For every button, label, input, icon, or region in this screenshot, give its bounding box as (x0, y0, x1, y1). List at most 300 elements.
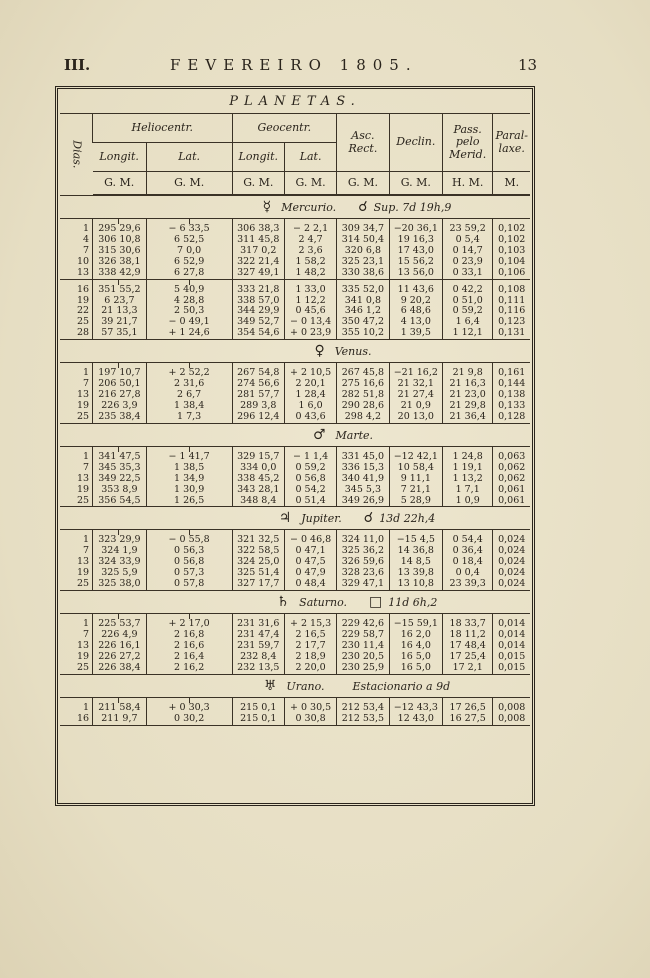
planet-heading (60, 591, 530, 614)
declin-cell: 14 36,8 (389, 546, 442, 557)
pass-merid-cell: 0 0,4 (442, 568, 492, 579)
paralaxe-cell: 0,008 (493, 714, 530, 725)
declin-cell: 9 20,2 (389, 296, 442, 307)
geo-lat-cell: − 2 2,1 (285, 224, 337, 235)
paralaxe-cell: 0,104 (493, 257, 530, 268)
helio-longit-cell: 197 10,7 (93, 368, 147, 379)
planet-symbol-icon: ☿ (262, 198, 272, 215)
pass-merid-cell: 0 33,1 (442, 268, 492, 279)
table-title: PLANETAS. (60, 91, 530, 114)
table-row (60, 474, 530, 485)
asc-rect-cell: 290 28,6 (337, 401, 390, 412)
day-cell: 25 (60, 496, 93, 507)
declin-cell: 11 43,6 (389, 285, 442, 296)
pass-merid-cell: 0 59,2 (442, 306, 492, 317)
pass-merid-cell: 18 11,2 (442, 630, 492, 641)
geo-lat-cell: 0 47,9 (285, 568, 337, 579)
pass-merid-cell: 1 6,4 (442, 317, 492, 328)
paralaxe-cell: 0,061 (493, 485, 530, 496)
planet-aspect (364, 510, 436, 526)
volume-number: III. (64, 56, 91, 74)
aspect-text: 11d 6h,2 (388, 596, 438, 609)
geo-lat-cell: 0 48,4 (285, 579, 337, 590)
helio-lat-cell: 0 30,2 (146, 714, 232, 725)
unit-header: G. M. (389, 172, 442, 196)
paralaxe-cell: 0,015 (493, 663, 530, 674)
geo-lat-cell: 0 51,4 (285, 496, 337, 507)
pass-merid-cell: 17 26,5 (442, 703, 492, 714)
helio-longit-cell: 226 38,4 (93, 663, 147, 674)
pass-merid-header: Pass. pelo Merid. (442, 114, 492, 172)
declin-cell: 21 32,1 (389, 379, 442, 390)
helio-lat-cell: 0 57,8 (146, 579, 232, 590)
pass-merid-cell: 1 19,1 (442, 463, 492, 474)
paralaxe-header: Paral- laxe. (493, 114, 530, 172)
helio-longit-cell: 6 23,7 (93, 296, 147, 307)
declin-cell: 21 0,9 (389, 401, 442, 412)
geo-longit-cell: 321 32,5 (232, 535, 285, 546)
geo-longit-cell: 354 54,6 (232, 328, 285, 339)
pass-merid-cell: 21 16,3 (442, 379, 492, 390)
helio-lat-header: Lat. (146, 143, 232, 172)
helio-lat-cell: 1 38,5 (146, 463, 232, 474)
helio-lat-cell: 0 56,3 (146, 546, 232, 557)
paralaxe-cell: 0,103 (493, 246, 530, 257)
helio-longit-cell: 226 16,1 (93, 641, 147, 652)
geo-longit-cell: 329 15,7 (232, 452, 285, 463)
pass-merid-cell: 1 7,1 (442, 485, 492, 496)
geo-lat-cell: − 1 1,4 (285, 452, 337, 463)
aspect-symbol-icon: ☌ (363, 510, 374, 527)
unit-header: M. (493, 172, 530, 196)
declin-cell: 13 56,0 (389, 268, 442, 279)
asc-rect-cell: 229 42,6 (337, 619, 390, 630)
geo-lat-cell: + 2 15,3 (285, 619, 337, 630)
geo-lat-cell: 1 58,2 (285, 257, 337, 268)
paralaxe-cell: 0,144 (493, 379, 530, 390)
table-row (60, 485, 530, 496)
declin-cell: 21 27,4 (389, 390, 442, 401)
geo-lat-cell: 2 16,5 (285, 630, 337, 641)
asc-rect-cell: 314 50,4 (337, 235, 390, 246)
geo-longit-cell: 343 28,1 (232, 485, 285, 496)
geo-lat-cell: 1 48,2 (285, 268, 337, 279)
declin-cell: −20 36,1 (389, 224, 442, 235)
helio-longit-cell: 324 1,9 (93, 546, 147, 557)
pass-merid-cell: 23 59,2 (442, 224, 492, 235)
helio-lat-cell: 2 31,6 (146, 379, 232, 390)
pass-merid-cell: 21 9,8 (442, 368, 492, 379)
day-cell: 25 (60, 663, 93, 674)
geo-longit-cell: 324 25,0 (232, 557, 285, 568)
table-row (60, 268, 530, 279)
geo-lat-cell: 2 17,7 (285, 641, 337, 652)
asc-rect-cell: 230 25,9 (337, 663, 390, 674)
aspect-text: Sup. 7d 19h,9 (373, 200, 452, 214)
declin-cell: 6 48,6 (389, 306, 442, 317)
table-row (60, 579, 530, 590)
declin-cell: 13 10,8 (389, 579, 442, 590)
paralaxe-cell: 0,008 (493, 703, 530, 714)
day-cell: 25 (76, 316, 90, 328)
asc-rect-cell: 336 15,3 (337, 463, 390, 474)
declin-cell: 17 43,0 (389, 246, 442, 257)
paralaxe-cell: 0,102 (493, 224, 530, 235)
day-cell: 1 (83, 450, 90, 462)
paralaxe-cell: 0,024 (493, 557, 530, 568)
helio-longit-cell: 211 58,4 (93, 703, 147, 714)
page-number: 13 (518, 56, 538, 74)
day-cell: 19 (76, 650, 90, 662)
planet-name: Jupiter. (301, 512, 342, 526)
asc-rect-cell: 326 59,6 (337, 557, 390, 568)
table-row (60, 328, 530, 339)
declin-cell: 16 4,0 (389, 641, 442, 652)
geo-lat-cell: 2 18,9 (285, 652, 337, 663)
helio-lat-cell: 0 56,8 (146, 557, 232, 568)
declin-cell: −15 4,5 (389, 535, 442, 546)
planet-name: Mercurio. (281, 200, 337, 214)
asc-rect-cell: 349 26,9 (337, 496, 390, 507)
day-cell: 10 (76, 255, 90, 267)
day-cell: 1 (83, 701, 90, 713)
planet-name: Marte. (335, 428, 374, 442)
geo-longit-cell: 348 8,4 (232, 496, 285, 507)
declin-cell: 13 39,8 (389, 568, 442, 579)
helio-longit-cell: 349 22,5 (93, 474, 147, 485)
day-cell: 13 (76, 556, 90, 568)
page-header (0, 56, 650, 80)
helio-longit-cell: 353 8,9 (93, 485, 147, 496)
pass-merid-cell: 1 13,2 (442, 474, 492, 485)
table-row (60, 496, 530, 507)
pass-merid-cell: 21 23,0 (442, 390, 492, 401)
asc-rect-cell: 212 53,4 (337, 703, 390, 714)
unit-header: G. M. (93, 172, 147, 196)
geo-longit-cell: 325 51,4 (232, 568, 285, 579)
dias-header: Dias. (60, 114, 93, 196)
declin-cell: 16 5,0 (389, 652, 442, 663)
pass-merid-cell: 0 42,2 (442, 285, 492, 296)
helio-longit-cell: 326 38,1 (93, 257, 147, 268)
asc-rect-cell: 325 23,1 (337, 257, 390, 268)
day-cell: 13 (76, 639, 90, 651)
planet-heading (60, 340, 530, 363)
planet-aspect (347, 678, 451, 694)
declin-header: Declin. (389, 114, 442, 172)
planet-aspect (394, 343, 400, 359)
declin-cell: 4 13,0 (389, 317, 442, 328)
pass-merid-cell: 0 14,7 (442, 246, 492, 257)
planet-heading (60, 423, 530, 446)
unit-header: G. M. (285, 172, 337, 196)
asc-rect-cell: 346 1,2 (337, 306, 390, 317)
helio-longit-cell: 226 3,9 (93, 401, 147, 412)
planet-symbol-icon: ♂ (312, 426, 326, 443)
helio-lat-cell: 4 28,8 (146, 296, 232, 307)
day-cell: 22 (76, 305, 90, 317)
geo-longit-cell: 232 8,4 (232, 652, 285, 663)
helio-longit-cell: 39 21,7 (93, 317, 147, 328)
helio-lat-cell: 2 6,7 (146, 390, 232, 401)
geo-longit-header: Longit. (232, 143, 285, 172)
geo-longit-cell: 322 58,5 (232, 546, 285, 557)
day-cell: 19 (76, 294, 90, 306)
table-row (60, 285, 530, 296)
planet-aspect (369, 594, 437, 610)
declin-cell: −12 43,3 (389, 703, 442, 714)
pass-merid-cell: 17 48,4 (442, 641, 492, 652)
day-cell: 25 (60, 579, 93, 590)
planetas-table (60, 91, 530, 726)
asc-rect-cell: 350 47,2 (337, 317, 390, 328)
helio-lat-cell: 1 38,4 (146, 401, 232, 412)
planet-symbol-icon: ♅ (263, 677, 277, 694)
geo-lat-cell: 2 3,6 (285, 246, 337, 257)
pass-merid-cell: 18 33,7 (442, 619, 492, 630)
helio-longit-cell: 351 55,2 (93, 285, 147, 296)
helio-lat-cell: − 1 41,7 (146, 452, 232, 463)
helio-longit-cell: 356 54,5 (93, 496, 147, 507)
helio-lat-cell: + 2 17,0 (146, 619, 232, 630)
declin-cell: 15 56,2 (389, 257, 442, 268)
day-cell: 13 (76, 472, 90, 484)
paralaxe-cell: 0,024 (493, 579, 530, 590)
geo-longit-cell: 338 57,0 (232, 296, 285, 307)
geo-longit-cell: 231 59,7 (232, 641, 285, 652)
helio-longit-header: Longit. (93, 143, 147, 172)
asc-rect-cell: 282 51,8 (337, 390, 390, 401)
planet-aspect (395, 427, 401, 443)
helio-lat-cell: 5 40,9 (146, 285, 232, 296)
pass-merid-cell: 0 51,0 (442, 296, 492, 307)
declin-cell: −15 59,1 (389, 619, 442, 630)
geo-lat-cell: 0 43,6 (285, 412, 337, 423)
planet-name: Venus. (334, 345, 372, 359)
day-cell: 19 (76, 483, 90, 495)
helio-lat-cell: + 1 24,6 (146, 328, 232, 339)
day-cell: 25 (60, 412, 93, 423)
declin-cell: −12 42,1 (389, 452, 442, 463)
geo-lat-cell: 1 28,4 (285, 390, 337, 401)
geo-lat-cell: 0 47,1 (285, 546, 337, 557)
helio-lat-cell: 2 50,3 (146, 306, 232, 317)
declin-cell: −21 16,2 (389, 368, 442, 379)
geo-longit-cell: 334 0,0 (232, 463, 285, 474)
helio-lat-cell: 6 52,5 (146, 235, 232, 246)
paralaxe-cell: 0,014 (493, 619, 530, 630)
planet-heading (60, 507, 530, 530)
declin-cell: 1 39,5 (389, 328, 442, 339)
geo-lat-cell: − 0 13,4 (285, 317, 337, 328)
pass-merid-cell: 21 29,8 (442, 401, 492, 412)
day-cell: 1 (83, 367, 90, 379)
declin-cell: 5 28,9 (389, 496, 442, 507)
paralaxe-cell: 0,106 (493, 268, 530, 279)
asc-rect-cell: 320 6,8 (337, 246, 390, 257)
declin-cell: 9 11,1 (389, 474, 442, 485)
asc-rect-cell: 229 58,7 (337, 630, 390, 641)
paralaxe-cell: 0,108 (493, 285, 530, 296)
geo-lat-cell: + 2 10,5 (285, 368, 337, 379)
paralaxe-cell: 0,138 (493, 390, 530, 401)
asc-rect-cell: 309 34,7 (337, 224, 390, 235)
asc-rect-cell: 330 38,6 (337, 268, 390, 279)
asc-rect-cell: 328 23,6 (337, 568, 390, 579)
pass-merid-cell: 1 0,9 (442, 496, 492, 507)
geo-lat-cell: 0 45,6 (285, 306, 337, 317)
geo-lat-cell: 1 12,2 (285, 296, 337, 307)
asc-rect-cell: 275 16,6 (337, 379, 390, 390)
helio-lat-cell: − 6 33,5 (146, 224, 232, 235)
paralaxe-cell: 0,014 (493, 641, 530, 652)
geo-longit-cell: 333 21,8 (232, 285, 285, 296)
pass-merid-cell: 1 24,8 (442, 452, 492, 463)
unit-header: G. M. (337, 172, 390, 196)
paralaxe-cell: 0,102 (493, 235, 530, 246)
geo-lat-cell: 2 20,1 (285, 379, 337, 390)
geo-longit-cell: 231 47,4 (232, 630, 285, 641)
day-cell: 4 (83, 233, 90, 245)
asc-rect-header: Asc. Rect. (337, 114, 390, 172)
pass-merid-cell: 17 2,1 (442, 663, 492, 674)
declin-cell: 19 16,3 (389, 235, 442, 246)
paralaxe-cell: 0,131 (493, 328, 530, 339)
day-cell: 7 (83, 378, 90, 390)
unit-header: G. M. (232, 172, 285, 196)
pass-merid-cell: 0 23,9 (442, 257, 492, 268)
helio-lat-cell: 1 34,9 (146, 474, 232, 485)
geo-longit-cell: 322 21,4 (232, 257, 285, 268)
planet-name: Saturno. (299, 596, 348, 609)
geo-longit-cell: 289 3,8 (232, 401, 285, 412)
day-cell: 7 (83, 244, 90, 256)
day-cell: 28 (60, 328, 93, 339)
paralaxe-cell: 0,062 (493, 474, 530, 485)
pass-merid-cell: 16 27,5 (442, 714, 492, 725)
helio-lat-cell: 0 57,3 (146, 568, 232, 579)
asc-rect-cell: 230 20,5 (337, 652, 390, 663)
planet-symbol-icon: ♃ (278, 510, 292, 527)
heliocentr-header: Heliocentr. (93, 114, 232, 143)
asc-rect-cell: 298 4,2 (337, 412, 390, 423)
geo-lat-cell: 0 47,5 (285, 557, 337, 568)
helio-longit-cell: 206 50,1 (93, 379, 147, 390)
geo-longit-cell: 232 13,5 (232, 663, 285, 674)
helio-lat-cell: 2 16,4 (146, 652, 232, 663)
paralaxe-cell: 0,128 (493, 412, 530, 423)
table-row (60, 703, 530, 714)
asc-rect-cell: 212 53,5 (337, 714, 390, 725)
table-row (60, 412, 530, 423)
pass-merid-cell: 1 12,1 (442, 328, 492, 339)
asc-rect-cell: 331 45,0 (337, 452, 390, 463)
geo-longit-cell: 306 38,3 (232, 224, 285, 235)
day-cell: 1 (83, 223, 90, 234)
geo-lat-cell: 0 59,2 (285, 463, 337, 474)
geo-lat-cell: 0 54,2 (285, 485, 337, 496)
planet-aspect (358, 199, 451, 215)
paralaxe-cell: 0,063 (493, 452, 530, 463)
unit-header: H. M. (442, 172, 492, 196)
helio-lat-cell: 1 7,3 (146, 412, 232, 423)
geo-lat-cell: + 0 23,9 (285, 328, 337, 339)
paralaxe-cell: 0,161 (493, 368, 530, 379)
helio-lat-cell: 2 16,6 (146, 641, 232, 652)
helio-longit-cell: 323 29,9 (93, 535, 147, 546)
helio-longit-cell: 225 53,7 (93, 619, 147, 630)
geo-longit-cell: 344 29,9 (232, 306, 285, 317)
asc-rect-cell: 345 5,3 (337, 485, 390, 496)
helio-lat-cell: + 0 30,3 (146, 703, 232, 714)
aspect-text: 13d 22h,4 (379, 512, 436, 526)
asc-rect-cell: 230 11,4 (337, 641, 390, 652)
helio-longit-cell: 325 38,0 (93, 579, 147, 590)
geo-lat-cell: 2 20,0 (285, 663, 337, 674)
helio-longit-cell: 341 47,5 (93, 452, 147, 463)
day-cell: 16 (60, 714, 93, 725)
geo-lat-cell: 1 6,0 (285, 401, 337, 412)
declin-cell: 7 21,1 (389, 485, 442, 496)
geo-longit-cell: 349 52,7 (232, 317, 285, 328)
pass-merid-cell: 0 36,4 (442, 546, 492, 557)
aspect-symbol-icon: □ (369, 594, 383, 610)
planet-heading (60, 674, 530, 697)
paralaxe-cell: 0,014 (493, 630, 530, 641)
geo-longit-cell: 338 45,2 (232, 474, 285, 485)
helio-longit-cell: 315 30,6 (93, 246, 147, 257)
day-cell: 7 (83, 628, 90, 640)
geo-lat-cell: + 0 30,5 (285, 703, 337, 714)
asc-rect-cell: 340 41,9 (337, 474, 390, 485)
helio-longit-cell: 226 4,9 (93, 630, 147, 641)
declin-cell: 10 58,4 (389, 463, 442, 474)
paralaxe-cell: 0,116 (493, 306, 530, 317)
helio-longit-cell: 345 35,3 (93, 463, 147, 474)
aspect-text: Estacionario a 9d (352, 679, 451, 693)
asc-rect-cell: 267 45,8 (337, 368, 390, 379)
day-cell: 1 (83, 534, 90, 546)
pass-merid-cell: 23 39,3 (442, 579, 492, 590)
helio-longit-cell: 226 27,2 (93, 652, 147, 663)
helio-longit-cell: 21 13,3 (93, 306, 147, 317)
paralaxe-cell: 0,024 (493, 535, 530, 546)
geo-lat-header: Lat. (285, 143, 337, 172)
geo-longit-cell: 327 49,1 (232, 268, 285, 279)
asc-rect-cell: 324 11,0 (337, 535, 390, 546)
day-cell: 16 (76, 283, 90, 295)
geo-lat-cell: 0 56,8 (285, 474, 337, 485)
helio-lat-cell: 6 27,8 (146, 268, 232, 279)
asc-rect-cell: 341 0,8 (337, 296, 390, 307)
table-row (60, 714, 530, 725)
pass-merid-cell: 0 5,4 (442, 235, 492, 246)
geo-lat-cell: 2 4,7 (285, 235, 337, 246)
pass-merid-cell: 0 18,4 (442, 557, 492, 568)
asc-rect-cell: 329 47,1 (337, 579, 390, 590)
geo-longit-cell: 281 57,7 (232, 390, 285, 401)
day-cell: 19 (76, 399, 90, 411)
geo-longit-cell: 215 0,1 (232, 714, 285, 725)
day-cell: 13 (60, 268, 93, 279)
asc-rect-cell: 355 10,2 (337, 328, 390, 339)
pass-merid-cell: 17 25,4 (442, 652, 492, 663)
geo-longit-cell: 267 54,8 (232, 368, 285, 379)
helio-lat-cell: 1 30,9 (146, 485, 232, 496)
helio-lat-cell: 6 52,9 (146, 257, 232, 268)
helio-lat-cell: + 2 52,2 (146, 368, 232, 379)
day-cell: 19 (76, 567, 90, 579)
